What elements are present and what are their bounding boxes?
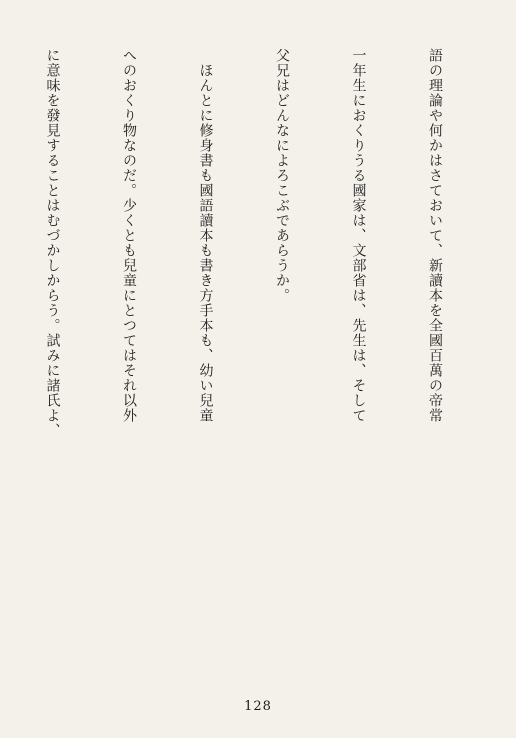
text-line: に意味を發見することはむづかしからう。試みに諸氏よ、 [44, 48, 61, 438]
text-line: へのおくり物なのだ。少くとも兒童にとつてはそれ以外 [121, 48, 137, 423]
text-line: 父兄はどんなによろこぶであらうか。 [274, 48, 290, 303]
text-line: 語の理論や何かはさておいて、新讀本を全國百萬の帝常 [427, 48, 443, 423]
text-line: ほんとに修身書も國語讀本も書き方手本も、幼い兒童 [197, 48, 214, 423]
page-number: 128 [244, 699, 272, 714]
vertical-text-block [18, 48, 498, 688]
text-line: 一年生におくりうる國家は、文部省は、先生は、そして [350, 48, 367, 423]
